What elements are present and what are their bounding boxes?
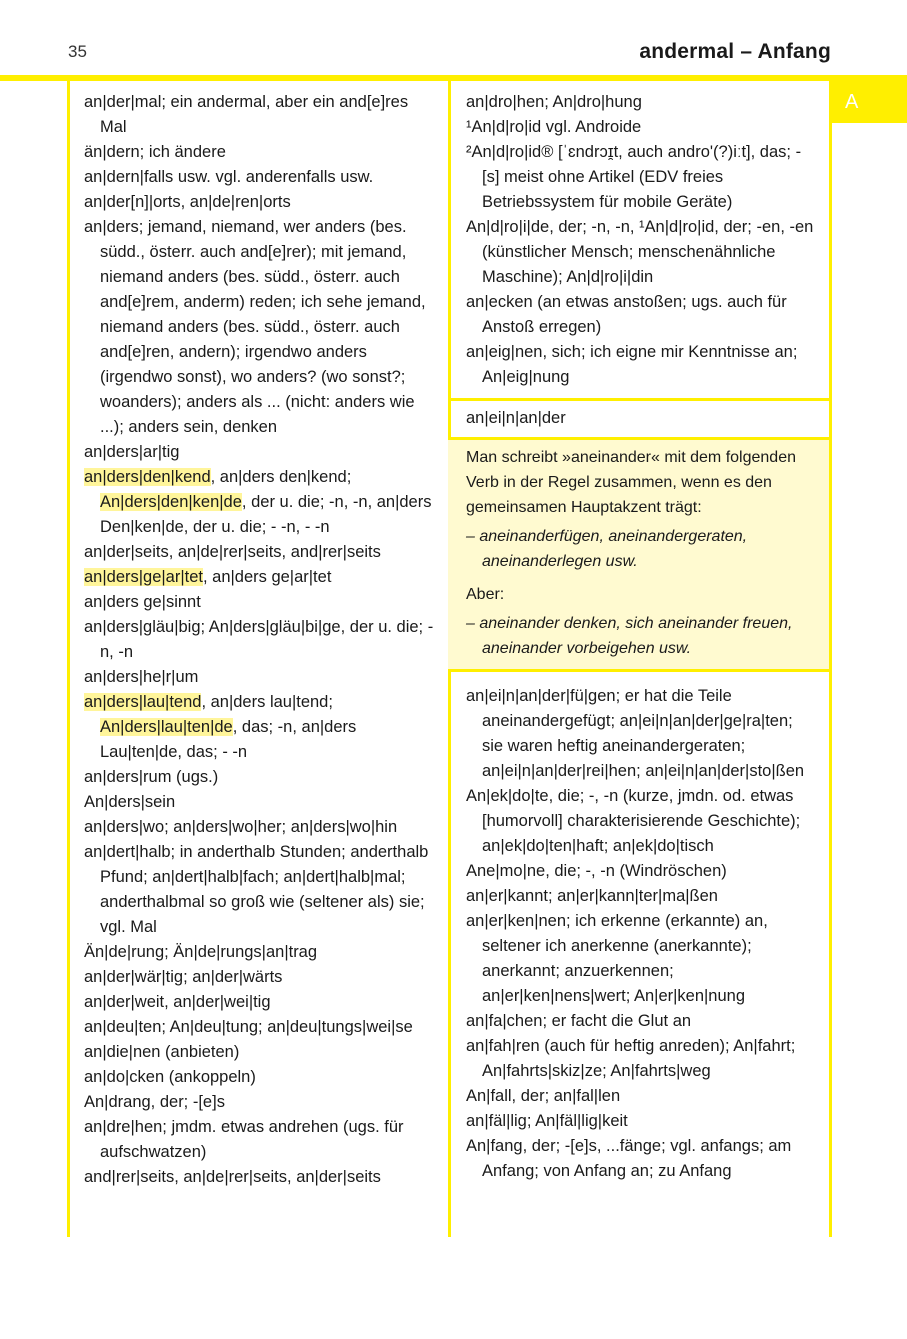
info-box-headword: an|ei|n|an|der (466, 409, 566, 427)
entry-andersrum: an|ders|rum (ugs.) (84, 768, 219, 786)
entry-anfachen: an|fa|chen; er facht die Glut an (466, 1012, 692, 1030)
entry-anders-gesinnt: an|ders ge|sinnt (84, 593, 201, 611)
entry-andersartig: an|ders|ar|tig (84, 443, 180, 461)
entry-anderwaertig: an|der|wär|tig; an|der|wärts (84, 968, 283, 986)
highlight-andersdenkend: an|ders|den|kend (84, 468, 211, 486)
entry-aendern: än|dern; ich ändere (84, 143, 226, 161)
entry-android-1: ¹An|d|ro|id vgl. Androide (466, 118, 642, 136)
entry-anderseits: an|der|seits, an|de|rer|seits, and|rer|seits (84, 543, 381, 561)
info-box-aber: Aber: (466, 586, 505, 603)
entry-anders: an|ders; jemand, niemand, wer anders (bes. südd., österr. auch and[e]rer); mit jemand, niemand anders (bes. südd., österr. auch and[e]rem, anderm) reden; ich sehe jemand, niemand anders (bes. südd., österr. auch and[e]ren, andern); irgendwo anders (irgendwo sonst), wo anders? (wo sonst?; woanders); anders als ... (nicht: anders wie ...); anders sein, denken (84, 218, 426, 436)
entry-andrehen: an|dre|hen; jmdm. etwas andrehen (ugs. für aufschwatzen) (84, 1118, 404, 1161)
entry-anfaellig: an|fäl|lig; An|fäl|lig|keit (466, 1112, 628, 1130)
entry-andeuten: an|deu|ten; An|deu|tung; an|deu|tungs|wei|se (84, 1018, 413, 1036)
entry-andocken: an|do|cken (ankoppeln) (84, 1068, 256, 1086)
entry-andrang: An|drang, der; -[e]s (84, 1093, 225, 1111)
running-head: andermal – Anfang (639, 40, 831, 63)
entry-aneinanderfuegen: an|ei|n|an|der|fü|gen; er hat die Teile aneinandergefügt; an|ei|n|an|der|ge|ra|ten; sie waren heftig aneinandergeraten; an|ei|n|an|der|rei|hen; an|ei|n|an|der|sto|ßen (466, 687, 805, 780)
column-rule-right (829, 81, 832, 1237)
entry-text: , an|ders den|kend; (210, 468, 352, 486)
entry-andersgeartet (84, 565, 434, 590)
right-column (466, 90, 814, 1184)
top-rule (0, 75, 907, 81)
info-box-example-2: – aneinander denken, sich aneinander freuen, aneinander vorbeigehen usw. (466, 615, 793, 657)
entry-text: , der u. die; -n, -n, an|ders Den|ken|de, der u. die; - -n, - -n (100, 493, 432, 536)
info-box-example-1: – aneinanderfügen, aneinandergeraten, aneinanderlegen usw. (466, 528, 748, 570)
entry-anderslautend (84, 690, 434, 765)
entry-anfahren: an|fah|ren (auch für heftig anreden); An|fahrt; An|fahrts|skiz|ze; An|fahrts|weg (466, 1037, 796, 1080)
entry-anerkennen: an|er|ken|nen; ich erkenne (erkannte) an, seltener ich anerkenne (anerkannte); anerkannt; anzuerkennen; an|er|ken|nens|wert; An|er|ken|nung (466, 912, 768, 1005)
entry-anderssein: An|ders|sein (84, 793, 176, 811)
column-rule-left (67, 81, 70, 1237)
entry-anderswo: an|ders|wo; an|ders|wo|her; an|ders|wo|hin (84, 818, 398, 836)
entry-andernfalls: an|dern|falls usw. vgl. anderenfalls usw. (84, 168, 374, 186)
entry-anekdote: An|ek|do|te, die; -, -n (kurze, jmdn. od. etwas [humorvoll] charakterisierende Geschichte); an|ek|do|ten|haft; an|ek|do|tisch (466, 787, 801, 855)
entry-text: , das; -n, an|ders Lau|ten|de, das; - -n (100, 718, 357, 761)
entry-android-2: ²An|d|ro|id® [ˈɛndrɔɪ̯t, auch andro'(?)iːt], das; -[s] meist ohne Artikel (EDV freies Betriebssystem für mobile Geräte) (466, 143, 802, 211)
entry-anfall: An|fall, der; an|fal|len (466, 1087, 621, 1105)
entry-andienen: an|die|nen (anbieten) (84, 1043, 240, 1061)
entry-aneignen: an|eig|nen, sich; ich eigne mir Kenntnisse an; An|eig|nung (466, 343, 798, 386)
entry-anerkannt: an|er|kannt; an|er|kann|ter|ma|ßen (466, 887, 718, 905)
highlight-anderslautend: an|ders|lau|tend (84, 693, 202, 711)
entry-anderthalb: an|dert|halb; in anderthalb Stunden; anderthalb Pfund; an|dert|halb|fach; an|dert|halb|mal; anderthalbmal so groß wie (seltener als) sie; vgl. Mal (84, 843, 429, 936)
entry-aenderung: Än|de|rung; Än|de|rungs|an|trag (84, 943, 318, 961)
entry-andernorts: an|der[n]|orts, an|de|ren|orts (84, 193, 291, 211)
entry-androide: An|d|ro|i|de, der; -n, -n, ¹An|d|ro|id, der; -en, -en (künstlicher Mensch; menschenähnliche Maschine); An|d|ro|i|din (466, 218, 814, 286)
info-box (448, 440, 829, 669)
entry-andermal: an|der|mal; ein andermal, aber ein and[e]res Mal (84, 93, 409, 136)
letter-tab: A (832, 81, 907, 123)
entry-anderweit: an|der|weit, an|der|wei|tig (84, 993, 271, 1011)
entry-anecken: an|ecken (an etwas anstoßen; ugs. auch für Anstoß erregen) (466, 293, 787, 336)
entry-anfang: An|fang, der; -[e]s, ...fänge; vgl. anfangs; am Anfang; von Anfang an; zu Anfang (466, 1137, 792, 1180)
left-column (84, 90, 434, 1190)
highlight-andersgeartet: an|ders|ge|ar|tet (84, 568, 203, 586)
entry-andersdenkend (84, 465, 434, 540)
entry-andersherum: an|ders|he|r|um (84, 668, 199, 686)
entry-andersglaeubig: an|ders|gläu|big; An|ders|gläu|bi|ge, der u. die; -n, -n (84, 618, 434, 661)
entry-anemone: Ane|mo|ne, die; -, -n (Windröschen) (466, 862, 727, 880)
entry-text: , an|ders ge|ar|tet (202, 568, 332, 586)
entry-text: , an|ders lau|tend; (201, 693, 333, 711)
info-box-intro: Man schreibt »aneinander« mit dem folgenden Verb in der Regel zusammen, wenn es den gemeinsamen Hauptakzent trägt: (466, 449, 796, 516)
entry-andrerseits: and|rer|seits, an|de|rer|seits, an|der|seits (84, 1168, 381, 1186)
entry-androhen: an|dro|hen; An|dro|hung (466, 93, 642, 111)
page-number: 35 (68, 42, 87, 61)
highlight-anderslautende: An|ders|lau|ten|de (100, 718, 233, 736)
highlight-andersdenkende: An|ders|den|ken|de (100, 493, 242, 511)
